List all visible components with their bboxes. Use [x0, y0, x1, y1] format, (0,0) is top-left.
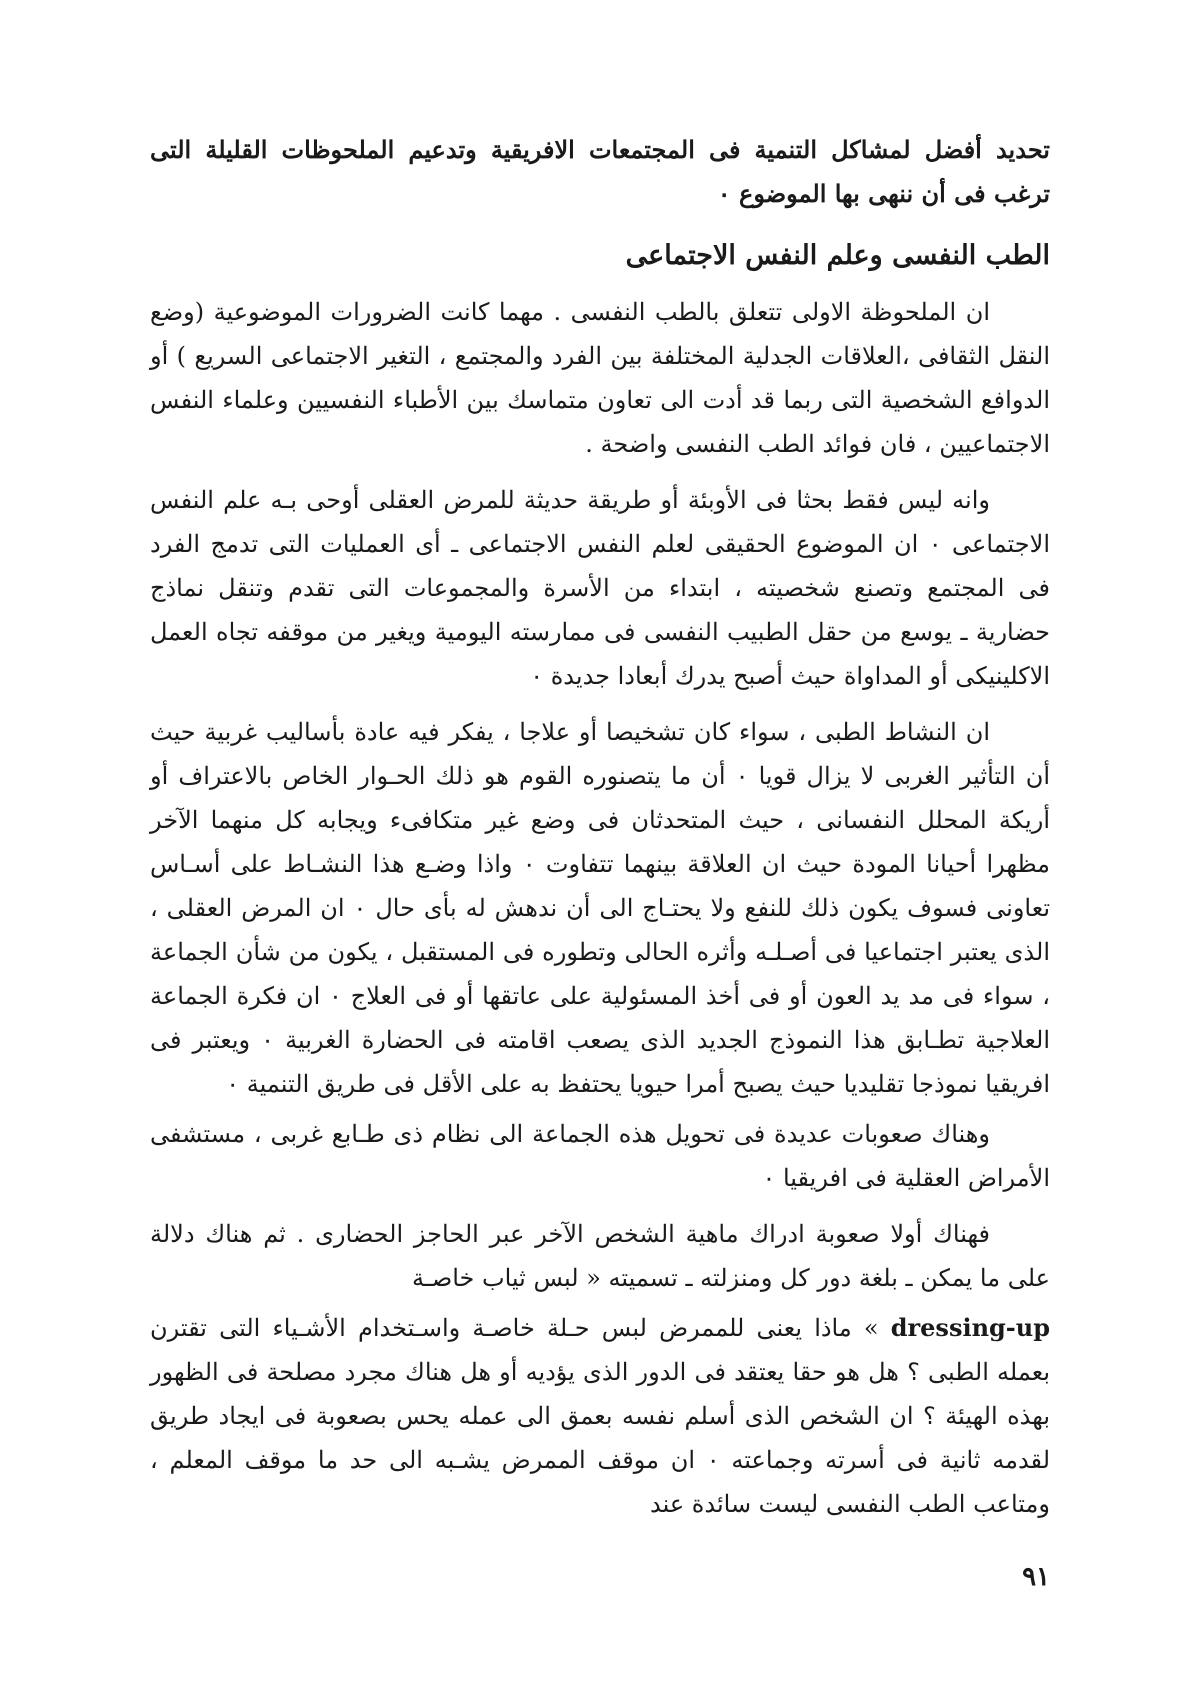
intro-paragraph: تحديد أفضل لمشاكل التنمية فى المجتمعات الافريقية وتدعيم الملحوظات القليلة التى ترغب فى أن ننهى بها الموضوع ٠ [150, 135, 1050, 208]
paragraph-1: ان الملحوظة الاولى تتعلق بالطب النفسى . مهما كانت الضرورات الموضوعية (وضع النقل الثقافى ،العلاقات الجدلية المختلفة بين الفرد والمجتمع ، التغير الاجتماعى السريع ) أو الدوافع الشخصية التى ربما قد أدت الى تعاون متماسك بين الأطباء النفسيين وعلماء النفس الاجتماعيين ، فان فوائد الطب النفسى واضحة . [150, 298, 1050, 458]
section-heading: الطب النفسى وعلم النفس الاجتماعى [625, 240, 1050, 271]
latin-term: dressing-up [890, 1313, 1050, 1342]
paragraph-6-text: » ماذا يعنى للممرض لبس حـلة خاصـة واسـتخدام الأشـياء التى تقترن بعمله الطبى ؟ هل هو حقا يعتقد فى الدور الذى يؤديه أو هل هناك مجرد مصلحة فى الظهور بهذه الهيئة ؟ ان الشخص الذى أسلم نفسه بعمق الى عمله يحس بصعوبة فى ايجاد طريق لقدمه ثانية فى أسرته وجماعته ٠ ان موقف الممرض يشـبه الى حد ما موقف المعلم ، ومتاعب الطب النفسى ليست سائدة عند [150, 1314, 1051, 1518]
page-number: ٩١ [1022, 1562, 1050, 1592]
paragraph-5: فهناك أولا صعوبة ادراك ماهية الشخص الآخر عبر الحاجز الحضارى . ثم هناك دلالة على ما يمكن ـ بلغة دور كل ومنزلته ـ تسميته « لبس ثياب خاصـة [150, 1220, 1050, 1292]
paragraph-6 [150, 1306, 1050, 1526]
paragraph-4: وهناك صعوبات عديدة فى تحويل هذه الجماعة الى نظام ذى طـابع غربى ، مستشفى الأمراض العقلية فى افريقيا ٠ [150, 1120, 1050, 1192]
paragraph-2: وانه ليس فقط بحثا فى الأوبئة أو طريقة حديثة للمرض العقلى أوحى بـه علم النفس الاجتماعى ٠ ان الموضوع الحقيقى لعلم النفس الاجتماعى ـ أى العمليات التى تدمج الفرد فى المجتمع وتصنع شخصيته ، ابتداء من الأسرة والمجموعات التى تقدم وتنقل نماذج حضارية ـ يوسع من حقل الطبيب النفسى فى ممارسته اليومية ويغير من موقفه تجاه العمل الاكلينيكى أو المداواة حيث أصبح يدرك أبعادا جديدة ٠ [150, 486, 1050, 690]
paragraph-3: ان النشاط الطبى ، سواء كان تشخيصا أو علاجا ، يفكر فيه عادة بأساليب غربية حيث أن التأثير الغربى لا يزال قويا ٠ أن ما يتصنوره القوم هو ذلك الحـوار الخاص بالاعتراف أو أريكة المحلل النفسانى ، حيث المتحدثان فى وضع غير متكافىء ويجابه كل منهما الآخر مظهرا أحيانا المودة حيث ان العلاقة بينهما تتفاوت ٠ واذا وضـع هذا النشـاط على أسـاس تعاونى فسوف يكون ذلك للنفع ولا يحتـاج الى أن ندهش له بأى حال ٠ ان المرض العقلى ، الذى يعتبر اجتماعيا فى أصـلـه وأثره الحالى وتطوره فى المستقبل ، يكون من شأن الجماعة ، سواء فى مد يد العون أو فى أخذ المسئولية على عاتقها أو فى العلاج ٠ ان فكرة الجماعة العلاجية تطـابق هذا النموذج الجديد الذى يصعب اقامته فى الحضارة الغربية ٠ ويعتبر فى افريقيا نموذجا تقليديا حيث يصبح أمرا حيويا يحتفظ به على الأقل فى طريق التنمية ٠ [150, 718, 1051, 1098]
